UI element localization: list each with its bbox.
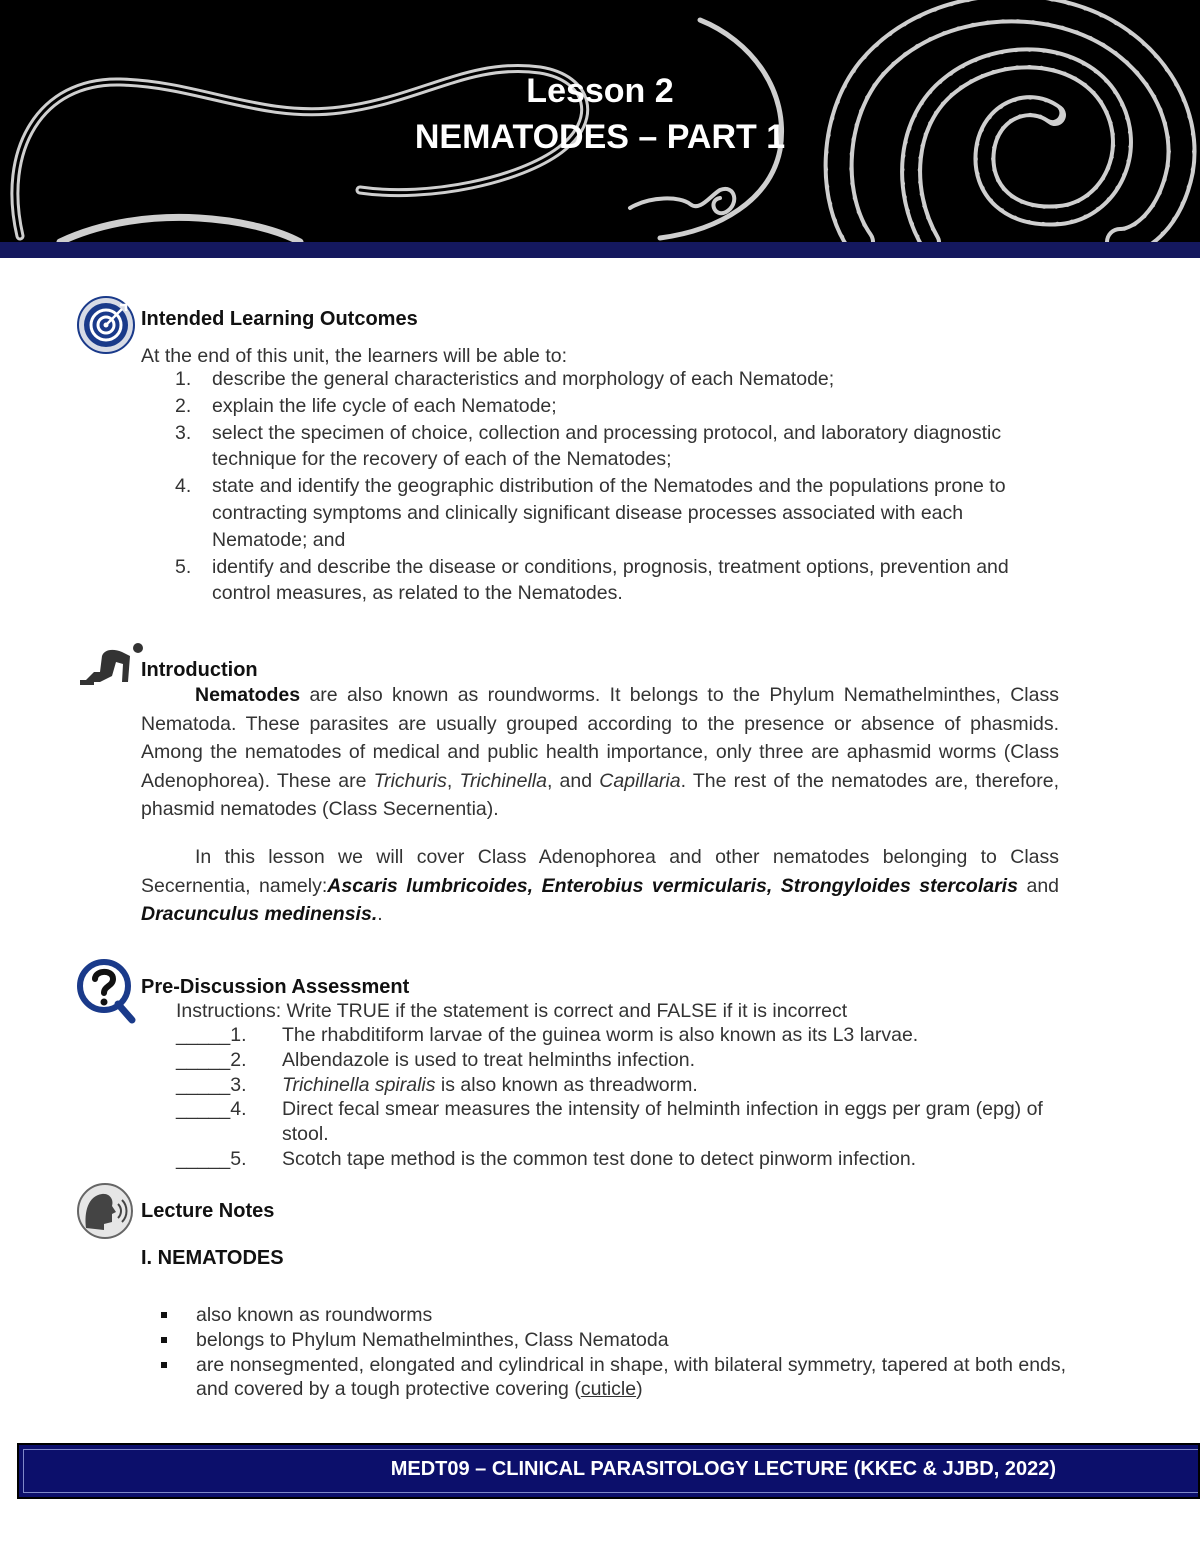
quiz-item: _____2. Albendazole is used to treat helminths infection. (176, 1048, 695, 1071)
answer-blank[interactable]: _____2. (176, 1048, 247, 1071)
list-item: 4. state and identify the geographic distribution of the Nematodes and the populations prone to contracting symptoms and clinically significant disease processes associated with each Nematode; and (175, 475, 1006, 551)
banner-divider (0, 242, 1200, 258)
person-crawling-icon (78, 642, 144, 688)
introduction-heading: Introduction (141, 659, 258, 681)
list-item: are nonsegmented, elongated and cylindrical in shape, with bilateral symmetry, tapered at both ends, and covered by a tough protective covering (cuticle) (141, 1353, 1071, 1403)
lesson-title: NEMATODES – PART 1 (414, 118, 786, 156)
answer-blank[interactable]: _____1. (176, 1024, 247, 1046)
answer-blank[interactable]: _____5. (176, 1147, 247, 1170)
lesson-number: Lesson 2 (526, 72, 674, 110)
list-item: also known as roundworms (141, 1303, 1071, 1328)
answer-blank[interactable]: _____3. (176, 1073, 247, 1096)
outcomes-lead: At the end of this unit, the learners will be able to: (141, 345, 568, 367)
quiz-item: _____3. Trichinella spiralis is also known as threadworm. (176, 1073, 698, 1096)
target-icon (76, 295, 136, 355)
list-item: belongs to Phylum Nemathelminthes, Class Nematoda (141, 1328, 1071, 1353)
banner-title (0, 68, 1200, 160)
lecture-heading: Lecture Notes (141, 1200, 275, 1222)
list-item: 5. identify and describe the disease or conditions, prognosis, treatment options, prevention and control measures, as related to the Nematodes. (175, 555, 1009, 605)
assessment-list (176, 1023, 1066, 1172)
speaker-head-icon (76, 1182, 134, 1240)
introduction-paragraph-1: Nematodes are also known as roundworms. It belongs to the Phylum Nemathelminthes, Class Nematoda. These parasites are usually grouped according to the presence or absence of phasmids. Among the nematodes of medical and public health importance, only three are aphasmid worms (Class Adenophorea). These are Trichuris, Trichinella, and Capillaria. The rest of the nematodes are, therefore, phasmid nematodes (Class Secernentia). (141, 684, 1060, 821)
header-banner (0, 0, 1200, 242)
quiz-item: _____1. The rhabditiform larvae of the guinea worm is also known as its L3 larvae. (176, 1024, 919, 1046)
outcomes-list (141, 366, 1061, 607)
assessment-heading: Pre-Discussion Assessment (141, 976, 410, 998)
list-item: 1. describe the general characteristics and morphology of each Nematode; (175, 368, 835, 390)
list-item: 2. explain the life cycle of each Nematode; (175, 394, 557, 417)
introduction-paragraph-2: In this lesson we will cover Class Adenophorea and other nematodes belonging to Class Secernentia, namely:Ascaris lumbricoides, Enterobius vermicularis, Strongyloides stercolaris and Dracunculus medinensis.. (141, 846, 1060, 926)
quiz-item: _____5. Scotch tape method is the common test done to detect pinworm infection. (176, 1147, 917, 1170)
quiz-item: _____4. Direct fecal smear measures the intensity of helminth infection in eggs per gram (epg) of stool. (176, 1098, 1043, 1146)
list-item: 3. select the specimen of choice, collection and processing protocol, and laboratory diagnostic technique for the recovery of each of the Nematodes; (175, 421, 1002, 471)
outcomes-heading: Intended Learning Outcomes (141, 308, 418, 330)
footer-course-label: MEDT09 – CLINICAL PARASITOLOGY LECTURE (KKEC & JJBD, 2022) (390, 1458, 1056, 1480)
question-mark-icon (76, 956, 138, 1024)
lecture-subheading: I. NEMATODES (141, 1247, 284, 1269)
answer-blank[interactable]: _____4. (176, 1098, 247, 1121)
assessment-instructions: Instructions: Write TRUE if the statement is correct and FALSE if it is incorrect (176, 1000, 848, 1022)
page-footer (17, 1443, 1200, 1499)
lecture-bullets (141, 1303, 1071, 1402)
